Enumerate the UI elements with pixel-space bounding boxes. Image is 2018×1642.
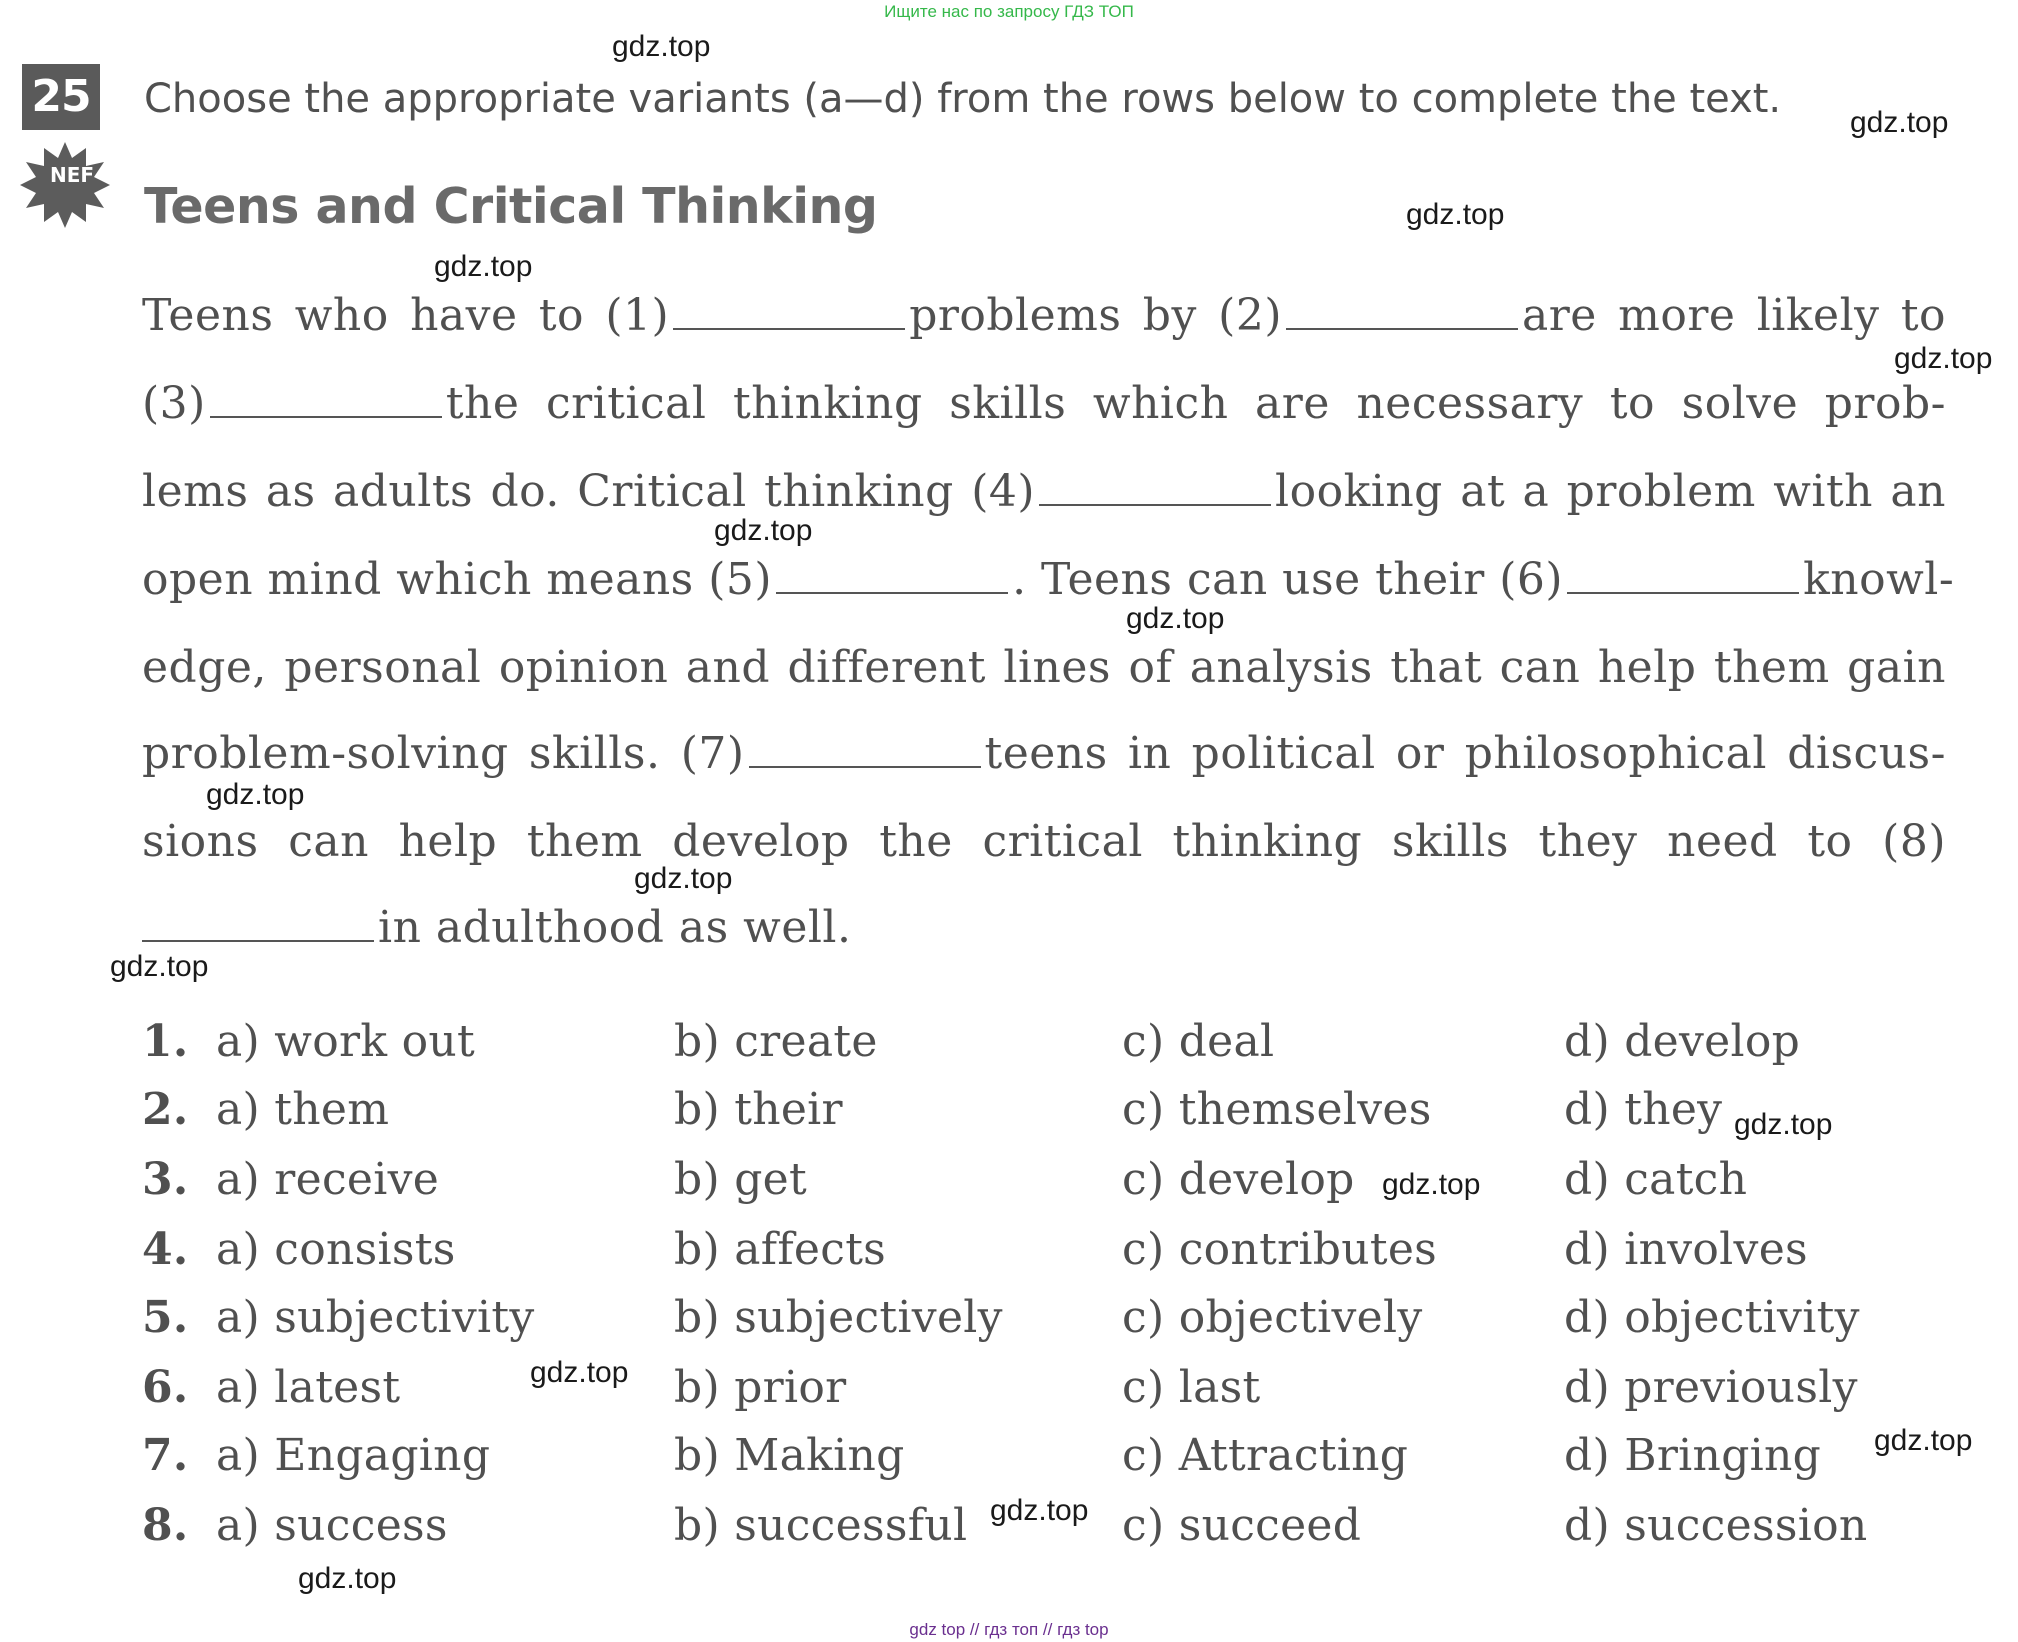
text-segment: (3) [142,378,206,429]
option-5c: c) objectively [1122,1292,1423,1343]
text-segment: teens in political or philosophical discus- [984,728,1946,779]
text-line-1 [142,290,1946,341]
text-line-4 [142,554,1955,605]
text-segment: are more likely to [1521,290,1947,341]
nef-badge-text: NEF [50,163,95,187]
option-6b: b) prior [674,1362,847,1413]
gap-1 [673,296,905,330]
text-line-8 [142,902,1946,953]
option-7a: a) Engaging [216,1430,491,1481]
text-segment: the critical thinking skills which are necessary to solve prob- [445,378,1946,429]
watermark: gdz.top [612,30,711,63]
option-1b: b) create [674,1016,878,1067]
watermark: gdz.top [1850,106,1949,139]
text-title: Teens and Critical Thinking [144,178,878,235]
watermark: gdz.top [990,1494,1089,1527]
text-segment: Teens who have to (1) [142,290,670,341]
option-6a: a) latest [216,1362,401,1413]
text-segment: problems by (2) [909,290,1282,341]
watermark: gdz.top [1382,1168,1481,1201]
option-row-4 [142,1224,189,1275]
option-row-1 [142,1016,189,1067]
text-segment: knowl- [1803,554,1955,605]
option-row-3 [142,1154,189,1205]
option-row-5 [142,1292,189,1343]
watermark: gdz.top [1894,342,1993,375]
watermark: gdz.top [1734,1108,1833,1141]
watermark: gdz.top [634,862,733,895]
watermark: gdz.top [434,250,533,283]
option-3d: d) catch [1564,1154,1748,1205]
option-row-6 [142,1362,189,1413]
option-number: 8. [142,1500,189,1551]
option-7c: c) Attracting [1122,1430,1409,1481]
watermark: gdz.top [1874,1424,1973,1457]
option-3c: c) develop [1122,1154,1355,1205]
option-row-2 [142,1084,189,1135]
option-8a: a) success [216,1500,448,1551]
option-number: 7. [142,1430,189,1481]
option-8b: b) successful [674,1500,968,1551]
option-number: 1. [142,1016,189,1067]
gap-4 [1039,472,1271,506]
text-segment: lems as adults do. Critical thinking (4) [142,466,1036,517]
option-2a: a) them [216,1084,390,1135]
footer-note: gdz top // гдз топ // гдз top [909,1620,1109,1639]
text-segment: looking at a problem with an [1275,466,1946,517]
text-segment: open mind which means (5) [142,554,773,605]
option-4c: c) contributes [1122,1224,1438,1275]
option-2b: b) their [674,1084,843,1135]
option-7d: d) Bringing [1564,1430,1822,1481]
option-number: 6. [142,1362,189,1413]
nef-starburst-icon [20,140,110,230]
option-number: 2. [142,1084,189,1135]
watermark: gdz.top [206,778,305,811]
exercise-instruction: Choose the appropriate variants (a—d) from the rows below to complete the text. [144,76,1782,122]
option-1c: c) deal [1122,1016,1275,1067]
option-row-7 [142,1430,189,1481]
gap-5 [776,560,1008,594]
gap-7 [749,734,981,768]
watermark: gdz.top [714,514,813,547]
text-segment: in adulthood as well. [378,902,852,953]
watermark: gdz.top [298,1562,397,1595]
option-3a: a) receive [216,1154,440,1205]
text-line-3 [142,466,1946,517]
text-segment: problem-solving skills. (7) [142,728,745,779]
option-1d: d) develop [1564,1016,1801,1067]
option-4a: a) consists [216,1224,456,1275]
option-number: 3. [142,1154,189,1205]
text-segment: sions can help them develop the critical thinking skills they need to (8) [142,816,1946,867]
option-5b: b) subjectively [674,1292,1003,1343]
option-4b: b) affects [674,1224,887,1275]
option-3b: b) get [674,1154,808,1205]
text-line-7 [142,816,1946,867]
option-5d: d) objectivity [1564,1292,1860,1343]
option-2c: c) themselves [1122,1084,1432,1135]
text-line-2 [142,378,1946,429]
gap-2 [1286,296,1518,330]
option-2d: d) they [1564,1084,1723,1135]
option-8c: c) succeed [1122,1500,1362,1551]
gap-3 [210,384,442,418]
gap-8 [142,908,374,942]
gap-6 [1567,560,1799,594]
watermark: gdz.top [1126,602,1225,635]
text-line-6 [142,728,1946,779]
option-1a: a) work out [216,1016,476,1067]
option-8d: d) succession [1564,1500,1868,1551]
option-row-8 [142,1500,189,1551]
watermark: gdz.top [1406,198,1505,231]
watermark: gdz.top [530,1356,629,1389]
text-segment: . Teens can use their (6) [1012,554,1564,605]
option-6c: c) last [1122,1362,1261,1413]
option-7b: b) Making [674,1430,905,1481]
option-4d: d) involves [1564,1224,1808,1275]
header-note: Ищите нас по запросу ГДЗ ТОП [884,2,1134,21]
option-5a: a) subjectivity [216,1292,535,1343]
watermark: gdz.top [110,950,209,983]
option-number: 5. [142,1292,189,1343]
option-number: 4. [142,1224,189,1275]
text-segment: edge, personal opinion and different lines of analysis that can help them gain [142,642,1946,693]
text-line-5 [142,642,1946,693]
exercise-number-badge: 25 [22,64,100,130]
option-6d: d) previously [1564,1362,1858,1413]
